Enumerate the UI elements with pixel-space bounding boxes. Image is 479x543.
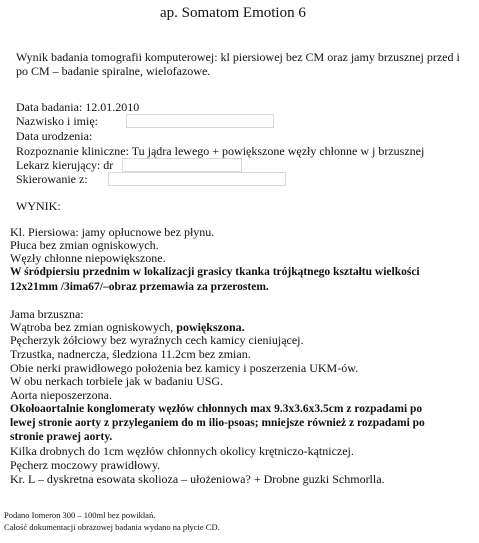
liver-bold-text: powiększona.: [176, 320, 245, 334]
redacted-referral: [108, 172, 286, 186]
chest-line: Płuca bez zmian ogniskowych.: [10, 238, 159, 252]
intro-line-1: Wynik badania tomografii komputerowej: kl piersiowej bez CM oraz jamy brzusznej przed i: [16, 50, 460, 64]
liver-line: [10, 320, 245, 334]
abdomen-tail-line: Kilka drobnych do 1cm węzłów chłonnych okolicy krętniczo-kątniczej.: [10, 444, 354, 458]
redacted-doctor: [122, 158, 242, 172]
footer-line-1: Podano Iomeron 300 – 100ml bez powikłań.: [4, 510, 156, 520]
abdomen-tail-line: Kr. L – dyskretna esowata skolioza – ułożeniowa? + Drobne guzki Schmorlla.: [10, 472, 385, 486]
chest-line: Kl. Piersiowa: jamy opłucnowe bez płynu.: [10, 225, 215, 239]
intro-line-2: po CM – badanie spiralne, wielofazowe.: [16, 64, 211, 78]
chest-finding-bold: 12x21mm /3ima67/–obraz przemawia za przerostem.: [10, 281, 269, 293]
abdomen-line: Trzustka, nadnercza, śledziona 11.2cm bez zmian.: [10, 347, 251, 361]
page-title: ap. Somatom Emotion 6: [160, 5, 306, 21]
liver-normal-text: Wątroba bez zmian ogniskowych,: [10, 320, 177, 334]
abdomen-line: W obu nerkach torbiele jak w badaniu USG.: [10, 374, 224, 388]
lymph-node-finding-bold: Okołoaortalnie konglomeraty węzłów chłonnych max 9.3x3.6x3.5cm z rozpadami po: [10, 403, 423, 415]
referring-doctor-label: Lekarz kierujący: dr: [16, 158, 114, 172]
clinical-diagnosis: Rozpoznanie kliniczne: Tu jądra lewego + powiększone węzły chłonne w j brzusznej: [16, 144, 425, 158]
chest-finding-bold: W śródpiersiu przednim w lokalizacji grasicy tkanka trójkątnego kształtu wielkości: [10, 266, 420, 278]
lymph-node-finding-bold: stronie prawej aorty.: [10, 431, 113, 443]
birth-date-label: Data urodzenia:: [16, 129, 93, 143]
chest-line: Węzły chłonne niepowiększone.: [10, 251, 166, 265]
patient-name-label: Nazwisko i imię:: [16, 114, 98, 128]
redacted-name: [126, 114, 274, 128]
abdomen-heading: Jama brzuszna:: [10, 307, 84, 321]
abdomen-tail-line: Pęcherz moczowy prawidłowy.: [10, 458, 161, 472]
abdomen-line: Pęcherzyk żółciowy bez wyraźnych cech kamicy cieniującej.: [10, 333, 304, 347]
lymph-node-finding-bold: lewej stronie aorty z przyleganiem do m ilio-psoas; mniejsze również z rozpadami po: [10, 417, 425, 429]
footer-line-2: Całość dokumentacji obrazowej badania wydano na płycie CD.: [4, 522, 220, 532]
abdomen-line: Obie nerki prawidłowego położenia bez kamicy i poszerzenia UKM-ów.: [10, 361, 359, 375]
result-heading: WYNIK:: [16, 199, 61, 213]
referral-label: Skierowanie z:: [16, 172, 88, 186]
abdomen-line: Aorta nieposzerzona.: [10, 388, 112, 402]
exam-date: Data badania: 12.01.2010: [16, 100, 140, 114]
